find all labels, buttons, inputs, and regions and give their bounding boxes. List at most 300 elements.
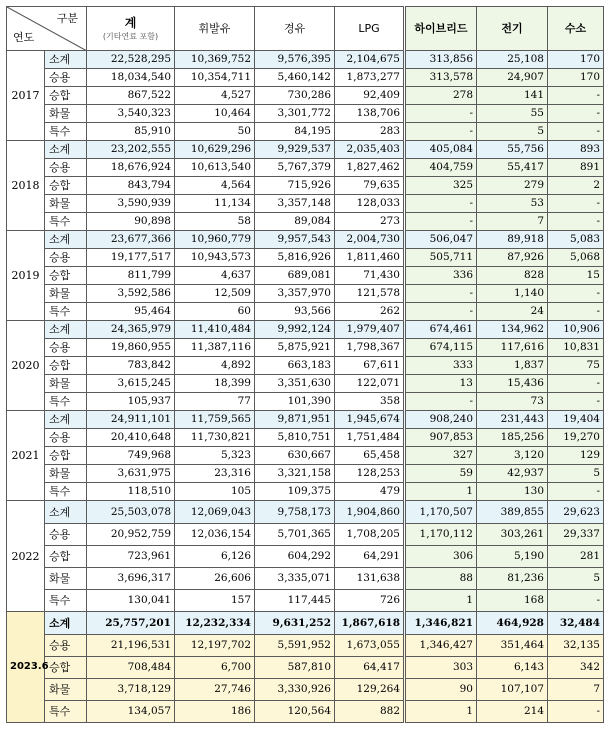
table-row-subtotal [7,51,604,69]
hydrogen-value-cell: - [548,123,604,141]
diesel-value-cell: 9,871,951 [255,411,335,429]
electric-value-cell: 214 [477,701,548,723]
hybrid-value-cell: - [405,123,477,141]
table-row [7,195,604,213]
hydrogen-value-cell: 75 [548,357,604,375]
gasoline-value-cell: 4,637 [175,267,255,285]
table-row [7,213,604,231]
table-row [7,524,604,546]
total-value-cell: 20,952,759 [87,524,175,546]
table-row [7,105,604,123]
hydrogen-value-cell: - [548,375,604,393]
hybrid-value-cell: 1 [405,483,477,501]
total-value-cell: 24,911,101 [87,411,175,429]
lpg-value-cell: 2,104,675 [335,51,405,69]
table-row [7,679,604,701]
electric-value-cell: 134,962 [477,321,548,339]
table-row [7,285,604,303]
lpg-value-cell: 1,811,460 [335,249,405,267]
vehicle-type-cell: 소계 [45,612,87,635]
hydrogen-value-cell: 29,623 [548,501,604,524]
lpg-value-cell: 358 [335,393,405,411]
vehicle-type-cell: 승합 [45,177,87,195]
total-value-cell: 22,528,295 [87,51,175,69]
electric-value-cell: 185,256 [477,429,548,447]
registration-table-wrapper [6,6,604,723]
table-row [7,339,604,357]
vehicle-type-cell: 승용 [45,524,87,546]
lpg-value-cell: 479 [335,483,405,501]
electric-value-cell: 303,261 [477,524,548,546]
gasoline-value-cell: 4,892 [175,357,255,375]
gasoline-value-cell: 5,323 [175,447,255,465]
hybrid-value-cell: 1,170,507 [405,501,477,524]
gasoline-value-cell: 10,354,711 [175,69,255,87]
vehicle-type-cell: 화물 [45,679,87,701]
vehicle-type-cell: 특수 [45,483,87,501]
lpg-value-cell: 726 [335,590,405,612]
electric-value-cell: 42,937 [477,465,548,483]
electric-value-cell: 5,190 [477,546,548,568]
diesel-value-cell: 3,321,158 [255,465,335,483]
table-row-subtotal [7,612,604,635]
hybrid-value-cell: 674,461 [405,321,477,339]
table-body [7,51,604,723]
hydrogen-value-cell: 10,831 [548,339,604,357]
electric-value-cell: 141 [477,87,548,105]
table-row [7,465,604,483]
hybrid-value-cell: - [405,105,477,123]
lpg-value-cell: 121,578 [335,285,405,303]
hybrid-value-cell: 1 [405,590,477,612]
electric-value-cell: 25,108 [477,51,548,69]
vehicle-type-cell: 승용 [45,249,87,267]
vehicle-type-cell: 특수 [45,303,87,321]
lpg-value-cell: 138,706 [335,105,405,123]
hybrid-value-cell: 303 [405,657,477,679]
vehicle-type-cell: 소계 [45,321,87,339]
gasoline-value-cell: 10,464 [175,105,255,123]
gasoline-value-cell: 4,564 [175,177,255,195]
hybrid-value-cell: 674,115 [405,339,477,357]
diesel-value-cell: 117,445 [255,590,335,612]
total-value-cell: 3,590,939 [87,195,175,213]
vehicle-type-cell: 특수 [45,701,87,723]
lpg-value-cell: 131,638 [335,568,405,590]
total-value-cell: 25,757,201 [87,612,175,635]
hybrid-value-cell: - [405,213,477,231]
lpg-value-cell: 128,253 [335,465,405,483]
gasoline-value-cell: 10,960,779 [175,231,255,249]
total-value-cell: 783,842 [87,357,175,375]
electric-value-cell: 87,926 [477,249,548,267]
gasoline-value-cell: 18,399 [175,375,255,393]
diesel-value-cell: 5,875,921 [255,339,335,357]
table-row [7,657,604,679]
hybrid-value-cell: 505,711 [405,249,477,267]
diesel-value-cell: 3,357,970 [255,285,335,303]
total-value-cell: 23,202,555 [87,141,175,159]
diesel-value-cell: 9,631,252 [255,612,335,635]
gasoline-value-cell: 10,369,752 [175,51,255,69]
header-lpg: LPG [335,7,405,51]
lpg-value-cell: 122,071 [335,375,405,393]
diesel-value-cell: 715,926 [255,177,335,195]
electric-value-cell: 117,616 [477,339,548,357]
total-value-cell: 130,041 [87,590,175,612]
diesel-value-cell: 3,351,630 [255,375,335,393]
gasoline-value-cell: 77 [175,393,255,411]
vehicle-type-cell: 특수 [45,393,87,411]
table-row [7,87,604,105]
vehicle-type-cell: 승용 [45,69,87,87]
total-value-cell: 3,696,317 [87,568,175,590]
total-value-cell: 3,615,245 [87,375,175,393]
hybrid-value-cell: - [405,195,477,213]
table-row [7,177,604,195]
gasoline-value-cell: 12,069,043 [175,501,255,524]
vehicle-type-cell: 승합 [45,267,87,285]
hydrogen-value-cell: - [548,590,604,612]
total-value-cell: 23,677,366 [87,231,175,249]
diesel-value-cell: 730,286 [255,87,335,105]
electric-value-cell: 351,464 [477,635,548,657]
table-row-subtotal [7,141,604,159]
total-value-cell: 3,718,129 [87,679,175,701]
gasoline-value-cell: 4,527 [175,87,255,105]
electric-value-cell: 6,143 [477,657,548,679]
vehicle-type-cell: 특수 [45,213,87,231]
hydrogen-value-cell: 5,068 [548,249,604,267]
hybrid-value-cell: 313,856 [405,51,477,69]
total-value-cell: 18,676,924 [87,159,175,177]
header-electric: 전기 [477,7,548,51]
electric-value-cell: 231,443 [477,411,548,429]
vehicle-type-cell: 소계 [45,501,87,524]
vehicle-type-cell: 화물 [45,375,87,393]
vehicle-type-cell: 승용 [45,339,87,357]
gasoline-value-cell: 12,197,702 [175,635,255,657]
gasoline-value-cell: 58 [175,213,255,231]
gasoline-value-cell: 10,613,540 [175,159,255,177]
electric-value-cell: 1,837 [477,357,548,375]
hydrogen-value-cell: - [548,285,604,303]
lpg-value-cell: 67,611 [335,357,405,375]
hybrid-value-cell: 1,346,821 [405,612,477,635]
vehicle-type-cell: 승용 [45,429,87,447]
gasoline-value-cell: 10,629,296 [175,141,255,159]
hydrogen-value-cell: 281 [548,546,604,568]
diesel-value-cell: 101,390 [255,393,335,411]
electric-value-cell: 15,436 [477,375,548,393]
electric-value-cell: 828 [477,267,548,285]
table-row [7,483,604,501]
year-cell: 2019 [7,231,45,321]
hybrid-value-cell: 88 [405,568,477,590]
lpg-value-cell: 1,873,277 [335,69,405,87]
table-row [7,701,604,723]
header-hydrogen: 수소 [548,7,604,51]
hybrid-value-cell: 333 [405,357,477,375]
gasoline-value-cell: 12,509 [175,285,255,303]
total-value-cell: 20,410,648 [87,429,175,447]
table-row [7,303,604,321]
vehicle-type-cell: 화물 [45,465,87,483]
gasoline-value-cell: 105 [175,483,255,501]
header-category-label: 구분 [56,12,78,25]
hydrogen-value-cell: 342 [548,657,604,679]
vehicle-type-cell: 소계 [45,411,87,429]
gasoline-value-cell: 11,134 [175,195,255,213]
hydrogen-value-cell: 129 [548,447,604,465]
electric-value-cell: 3,120 [477,447,548,465]
vehicle-type-cell: 화물 [45,568,87,590]
diesel-value-cell: 3,330,926 [255,679,335,701]
total-value-cell: 723,961 [87,546,175,568]
gasoline-value-cell: 26,606 [175,568,255,590]
hybrid-value-cell: 1,346,427 [405,635,477,657]
diesel-value-cell: 9,957,543 [255,231,335,249]
total-value-cell: 90,898 [87,213,175,231]
electric-value-cell: 55 [477,105,548,123]
gasoline-value-cell: 23,316 [175,465,255,483]
hydrogen-value-cell: 10,906 [548,321,604,339]
total-value-cell: 749,968 [87,447,175,465]
diesel-value-cell: 630,667 [255,447,335,465]
lpg-value-cell: 262 [335,303,405,321]
lpg-value-cell: 283 [335,123,405,141]
table-row [7,249,604,267]
diesel-value-cell: 3,301,772 [255,105,335,123]
hybrid-value-cell: - [405,303,477,321]
electric-value-cell: 55,756 [477,141,548,159]
vehicle-registration-table [6,6,604,723]
gasoline-value-cell: 11,410,484 [175,321,255,339]
diesel-value-cell: 89,084 [255,213,335,231]
lpg-value-cell: 1,673,055 [335,635,405,657]
hybrid-value-cell: 336 [405,267,477,285]
year-cell: 2017 [7,51,45,141]
header-hybrid: 하이브리드 [405,7,477,51]
gasoline-value-cell: 11,759,565 [175,411,255,429]
vehicle-type-cell: 화물 [45,285,87,303]
hydrogen-value-cell: 891 [548,159,604,177]
diesel-value-cell: 9,758,173 [255,501,335,524]
lpg-value-cell: 71,430 [335,267,405,285]
vehicle-type-cell: 승합 [45,447,87,465]
total-value-cell: 708,484 [87,657,175,679]
electric-value-cell: 53 [477,195,548,213]
hydrogen-value-cell: - [548,195,604,213]
table-row-subtotal [7,411,604,429]
hydrogen-value-cell: 19,404 [548,411,604,429]
diesel-value-cell: 109,375 [255,483,335,501]
vehicle-type-cell: 화물 [45,195,87,213]
gasoline-value-cell: 50 [175,123,255,141]
electric-value-cell: 5 [477,123,548,141]
header-total [87,7,175,51]
table-row [7,357,604,375]
electric-value-cell: 24,907 [477,69,548,87]
table-row [7,447,604,465]
hybrid-value-cell: 59 [405,465,477,483]
header-row [7,7,604,51]
table-row [7,159,604,177]
vehicle-type-cell: 승합 [45,546,87,568]
hydrogen-value-cell: - [548,701,604,723]
diesel-value-cell: 120,564 [255,701,335,723]
header-total-note: (기타연료 포함) [102,31,159,41]
lpg-value-cell: 2,035,403 [335,141,405,159]
hydrogen-value-cell: 32,484 [548,612,604,635]
electric-value-cell: 81,236 [477,568,548,590]
diesel-value-cell: 3,357,148 [255,195,335,213]
gasoline-value-cell: 157 [175,590,255,612]
hydrogen-value-cell: 15 [548,267,604,285]
lpg-value-cell: 64,417 [335,657,405,679]
electric-value-cell: 1,140 [477,285,548,303]
hybrid-value-cell: - [405,285,477,303]
lpg-value-cell: 882 [335,701,405,723]
diesel-value-cell: 689,081 [255,267,335,285]
vehicle-type-cell: 승합 [45,87,87,105]
lpg-value-cell: 1,708,205 [335,524,405,546]
hydrogen-value-cell: - [548,393,604,411]
total-value-cell: 19,860,955 [87,339,175,357]
electric-value-cell: 107,107 [477,679,548,701]
vehicle-type-cell: 화물 [45,105,87,123]
lpg-value-cell: 273 [335,213,405,231]
year-cell: 2022 [7,501,45,612]
diesel-value-cell: 5,810,751 [255,429,335,447]
table-row [7,568,604,590]
diesel-value-cell: 93,566 [255,303,335,321]
gasoline-value-cell: 11,387,116 [175,339,255,357]
electric-value-cell: 168 [477,590,548,612]
total-value-cell: 3,540,323 [87,105,175,123]
lpg-value-cell: 64,291 [335,546,405,568]
gasoline-value-cell: 6,700 [175,657,255,679]
table-row-subtotal [7,501,604,524]
lpg-value-cell: 1,867,618 [335,612,405,635]
table-row-subtotal [7,321,604,339]
vehicle-type-cell: 소계 [45,51,87,69]
electric-value-cell: 279 [477,177,548,195]
vehicle-type-cell: 소계 [45,141,87,159]
table-row [7,590,604,612]
total-value-cell: 843,794 [87,177,175,195]
hydrogen-value-cell: - [548,105,604,123]
lpg-value-cell: 1,945,674 [335,411,405,429]
gasoline-value-cell: 60 [175,303,255,321]
vehicle-type-cell: 특수 [45,590,87,612]
hydrogen-value-cell: 29,337 [548,524,604,546]
gasoline-value-cell: 12,232,334 [175,612,255,635]
electric-value-cell: 389,855 [477,501,548,524]
table-row-subtotal [7,231,604,249]
lpg-value-cell: 129,264 [335,679,405,701]
table-row [7,546,604,568]
total-value-cell: 118,510 [87,483,175,501]
vehicle-type-cell: 특수 [45,123,87,141]
hydrogen-value-cell: 170 [548,51,604,69]
hybrid-value-cell: 1,170,112 [405,524,477,546]
diesel-value-cell: 9,992,124 [255,321,335,339]
electric-value-cell: 73 [477,393,548,411]
hydrogen-value-cell: - [548,87,604,105]
gasoline-value-cell: 10,943,573 [175,249,255,267]
gasoline-value-cell: 11,730,821 [175,429,255,447]
header-year-label: 연도 [13,31,35,44]
hydrogen-value-cell: 7 [548,679,604,701]
lpg-value-cell: 92,409 [335,87,405,105]
total-value-cell: 24,365,979 [87,321,175,339]
electric-value-cell: 464,928 [477,612,548,635]
vehicle-type-cell: 승합 [45,357,87,375]
table-row [7,267,604,285]
total-value-cell: 18,034,540 [87,69,175,87]
total-value-cell: 867,522 [87,87,175,105]
hydrogen-value-cell: 2 [548,177,604,195]
diesel-value-cell: 5,591,952 [255,635,335,657]
table-row [7,375,604,393]
diesel-value-cell: 5,701,365 [255,524,335,546]
year-cell: 2018 [7,141,45,231]
electric-value-cell: 55,417 [477,159,548,177]
diesel-value-cell: 9,929,537 [255,141,335,159]
header-corner-cell [7,7,87,51]
hybrid-value-cell: 313,578 [405,69,477,87]
hybrid-value-cell: 306 [405,546,477,568]
total-value-cell: 25,503,078 [87,501,175,524]
hybrid-value-cell: 327 [405,447,477,465]
diesel-value-cell: 9,576,395 [255,51,335,69]
hydrogen-value-cell: - [548,303,604,321]
hydrogen-value-cell: - [548,213,604,231]
total-value-cell: 95,464 [87,303,175,321]
table-row [7,635,604,657]
diesel-value-cell: 5,460,142 [255,69,335,87]
lpg-value-cell: 1,979,407 [335,321,405,339]
electric-value-cell: 130 [477,483,548,501]
table-row [7,69,604,87]
diesel-value-cell: 663,183 [255,357,335,375]
total-value-cell: 85,910 [87,123,175,141]
hybrid-value-cell: - [405,393,477,411]
hybrid-value-cell: 278 [405,87,477,105]
diesel-value-cell: 84,195 [255,123,335,141]
diesel-value-cell: 5,767,379 [255,159,335,177]
hybrid-value-cell: 13 [405,375,477,393]
total-value-cell: 3,631,975 [87,465,175,483]
hybrid-value-cell: 908,240 [405,411,477,429]
lpg-value-cell: 2,004,730 [335,231,405,249]
gasoline-value-cell: 6,126 [175,546,255,568]
table-row [7,393,604,411]
electric-value-cell: 89,918 [477,231,548,249]
hydrogen-value-cell: 893 [548,141,604,159]
year-cell: 2021 [7,411,45,501]
gasoline-value-cell: 12,036,154 [175,524,255,546]
lpg-value-cell: 79,635 [335,177,405,195]
lpg-value-cell: 1,798,367 [335,339,405,357]
hydrogen-value-cell: 5 [548,568,604,590]
lpg-value-cell: 1,751,484 [335,429,405,447]
total-value-cell: 811,799 [87,267,175,285]
lpg-value-cell: 128,033 [335,195,405,213]
header-diesel: 경유 [255,7,335,51]
diesel-value-cell: 604,292 [255,546,335,568]
